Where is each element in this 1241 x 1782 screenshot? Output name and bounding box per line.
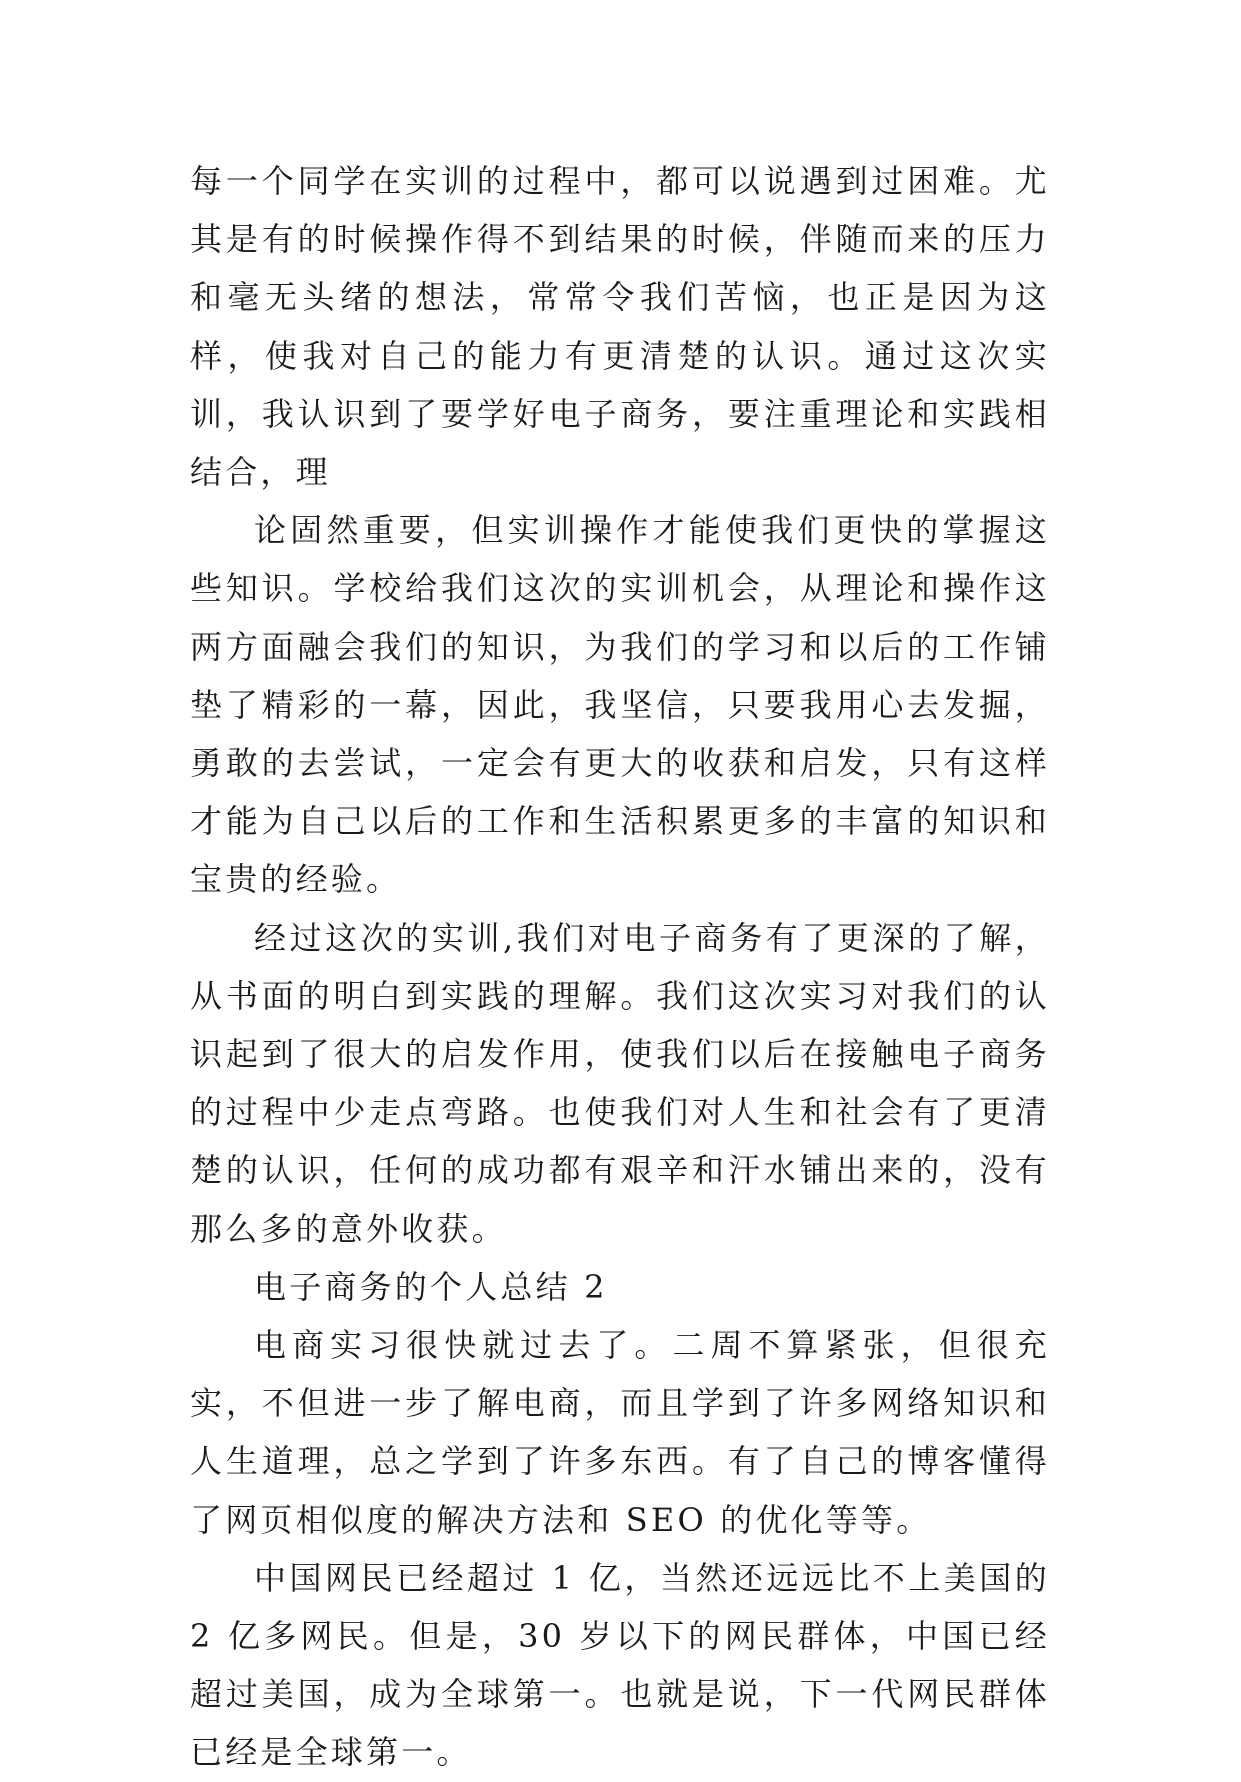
section-heading: 电子商务的个人总结 2 xyxy=(254,1267,608,1306)
paragraph-1: 每一个同学在实训的过程中，都可以说遇到过困难。尤其是有的时候操作得不到结果的时候，伴随而来的压力和毫无头绪的想法，常常令我们苦恼，也正是因为这样，使我对自己的能力有更清楚的认识。通过这次实训，我认识到了要学好电子商务，要注重理论和实践相结合，理 xyxy=(190,162,1050,492)
paragraph-2: 论固然重要，但实训操作才能使我们更快的掌握这些知识。学校给我们这次的实训机会，从理论和操作这两方面融会我们的知识，为我们的学习和以后的工作铺垫了精彩的一幕，因此，我坚信，只要我用心去发掘，勇敢的去尝试，一定会有更大的收获和启发，只有这样才能为自己以后的工作和生活积累更多的丰富的知识和宝贵的经验。 xyxy=(190,511,1050,899)
paragraph-5: 中国网民已经超过 1 亿，当然还远远比不上美国的 2 亿多网民。但是，30 岁以下的网民群体，中国已经超过美国，成为全球第一。也就是说，下一代网民群体已经是全球第一。 xyxy=(190,1558,1050,1772)
paragraph-3: 经过这次的实训,我们对电子商务有了更深的了解，从书面的明白到实践的理解。我们这次实习对我们的认识起到了很大的启发作用，使我们以后在接触电子商务的过程中少走点弯路。也使我们对人生和社会有了更清楚的认识，任何的成功都有艰辛和汗水铺出来的，没有那么多的意外收获。 xyxy=(190,918,1050,1248)
document-body xyxy=(190,152,1050,1782)
paragraph-4: 电商实习很快就过去了。二周不算紧张，但很充实，不但进一步了解电商，而且学到了许多网络知识和人生道理，总之学到了许多东西。有了自己的博客懂得了网页相似度的解决方法和 SEO 的优化等等。 xyxy=(190,1326,1050,1539)
